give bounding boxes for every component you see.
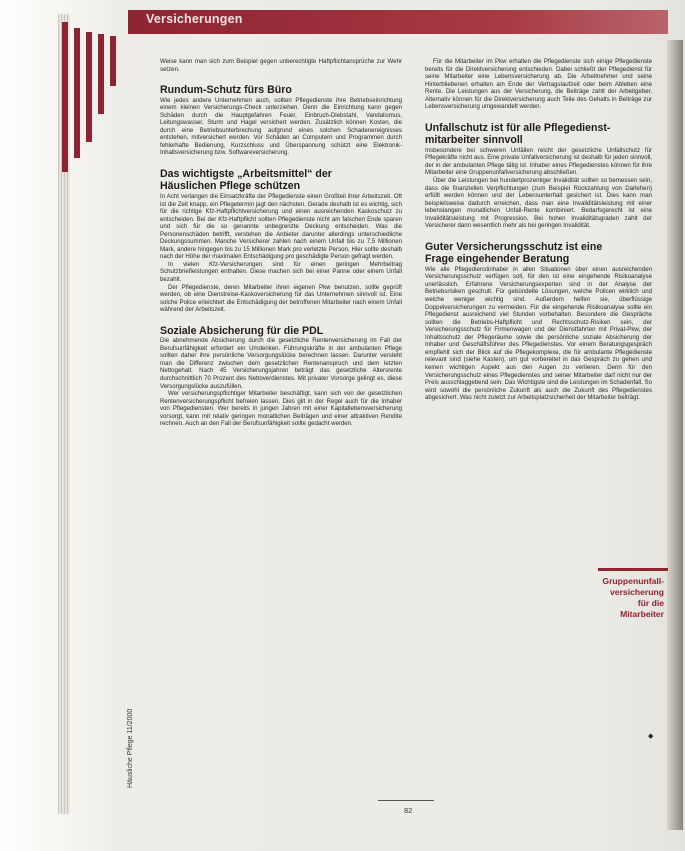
header-title: Versicherungen [146, 12, 243, 26]
section-heading-line: Häuslichen Pflege schützen [160, 180, 301, 193]
section-heading-line: Guter Versicherungsschutz ist eine [425, 240, 603, 253]
sidebar-line: versicherung [610, 587, 664, 597]
body-paragraph: Der Pflegedienste, deren Mitarbeiter ihren eigenen Pkw benutzen, sollte geprüft werden, ob eine Dienstreise-Kaskoversicherung für das Unternehmen sinnvoll ist. Eine solche Police erleichtert die Entschädigung der betroffenen Mitarbeiter nach einem Unfall während der Arbeitszeit. [160, 283, 402, 314]
sidebar-accent-strip [598, 568, 668, 571]
body-paragraph: Wie alle Pflegedienstinhaber in allen Situationen über einen ausreichenden Versicherungsschutz verfügen soll, für den ist eine eingehende Risikoanalyse unerlässlich. Erfahrene Versicherungsexperten sind in der Analyse der Betriebsrisiken geschult. Für gebündelte Lösungen, welche Policen wirklich und welche weniger wichtig sind. Außerdem helfen sie, überflüssige Doppelversicherungen zu vermeiden. Für die eingehende Risikoanalyse sollte ein Pflegedienst ausreichend viel Stunden vorbehalten. Besondere die Gespräche sollten die Betriebs-Haftpflicht und Rechtsschutz-Risiken sein, der Versicherungsschutz für Firmenwagen und der Dienstfahrten mit Privat-Pkw, der Inhaltsschutz der Pflegeräume sowie die persönliche soziale Absicherung der Inhaber und Geschäftsführer des Pflegedienstes. Vor einem Beratungsgespräch empfiehlt sich der Blick auf die Pflegekomplexe, die für ambulante Pflegedienste relevant sind (siehe Kasten), um gut vorbereitet in das Gespräch zu gehen und keinen wichtigen Aspekt aus den Augen zu verlieren. Denn für den Versicherungsschutz eines Pflegedienstes und seiner Mitarbeiter darf nicht nur der Preis ausschlaggebend sein. Das Wichtigste sind die Leistungen im Schadenfall. So wird sowohl die persönliche Zukunft als auch die Zukunft des Pflegedienstes abgesichert. Was nicht zuletzt zur Arbeitsplatzsicherheit der Mitarbeiter beiträgt. [425, 265, 652, 402]
footer-rule [378, 800, 434, 801]
left-column [160, 58, 402, 428]
page-number: 82 [404, 806, 413, 815]
section-tab [86, 32, 92, 142]
body-paragraph: In Acht verlangen die Einsatzkräfte der Pflegedienste einen Großteil ihrer Arbeitszeit. Oft ist die Zeit knapp, ein Pflegetermin jagt den nächsten. Gerade deshalb ist es wichtig, sich für die richtige Kfz-Haftpflichtversicherung und einen ausreichenden Kaskoschutz zu entscheiden. Bei der Kfz-Haftpflicht sollten Pflegedienste nicht am falschen Ende sparen und sich für die so genannte unbegrenzte Deckung entscheiden. Was die Personenschäden betrifft, verstehen die Anbieter darunter allerdings unterschiedliche Deckungssummen. Manche Versicherer zahlen nach einem Unfall bis zu 7,5 Millionen Mark, andere hingegen bis zu 15 Millionen Mark pro verletzte Person. Hier sollte deshalb nach der Höhe der maximalen Entschädigung pro geschädigte Person gefragt werden. [160, 192, 402, 261]
section-heading-line: mitarbeiter sinnvoll [425, 134, 523, 147]
article-end-marker: ◆ [648, 733, 654, 740]
body-paragraph: Wie jedes andere Unternehmen auch, sollten Pflegedienste ihre Betriebseinrichtung einem kleinen Versicherungs-Check unterziehen. Denn die Einrichtung kann gegen Schäden durch die Hauptgefahren Feuer, Einbruch-Diebstahl, Vandalismus, Leitungswasser, Sturm und Hagel versichert werden. Zusätzlich können Kosten, die durch eine Betriebsunterbrechung aufgrund eines solchen Schadenereignisses entstehen, mitversichert werden. Vor Schäden an Computern und Programmen durch fehlerhafte Bedienung, Kurzschluss und Überspannung schützt eine Elektronik-Inhaltsversicherung bzw. Softwareversicherung. [160, 96, 402, 157]
body-paragraph: Insbesondere bei schweren Unfällen reicht der gesetzliche Unfallschutz für Pflegekräfte nicht aus. Eine private Unfallversicherung ist deshalb für jeden sinnvoll, der in der ambulanten Pflege tätig ist. Inhaber eines Pflegedienstes können für ihre Mitarbeiter eine Gruppenunfallversicherung abschließen. [425, 146, 652, 177]
body-paragraph: Die abnehmende Absicherung durch die gesetzliche Rentenversicherung im Fall der Berufsunfähigkeit erfordert ein Umdenken. Führungskräfte in der ambulanten Pflege sollten daher ihre persönliche Versorgungslücke berechnen lassen. Darunter versteht man die Differenz zwischen dem gesetzlichen Rentenanspruch und dem letzten Nettogehalt. Nach 45 Versicherungsjahren beträgt das gesetzliche Altersrente durchschnittlich 70 Prozent des Nettoverdienstes. Mit privater Vorsorge gelingt es, diese Versorgungslücke auszufüllen. [160, 337, 402, 390]
publication-footer: Häusliche Pflege 11/2000 [127, 708, 134, 788]
section-heading-line: Das wichtigste „Arbeitsmittel“ der [160, 167, 332, 180]
section-tab [74, 28, 80, 158]
section-heading: Soziale Absicherung für die PDL [160, 324, 324, 337]
section-tab [62, 22, 68, 172]
section-tab [110, 36, 116, 86]
book-spine-shadow [667, 40, 683, 830]
section-tabs [58, 22, 138, 182]
body-paragraph: Wer versicherungspflichtiger Mitarbeiter beschäftigt, kann sich von der gesetzlichen Rentenversicherungspflicht befreien lassen. Dies gilt in der Regel auch für die Inhaber von Pflegediensten. Wer bereits in jungen Jahren mit einer Kapitallebensversicherung vorsorgt, kann mit relativ geringen monatlichen Beiträgen und einer attraktiven Rendite rechnen. Auch an den Fall der Berufsunfähigkeit sollte gedacht werden. [160, 390, 402, 428]
sidebar-title [598, 576, 664, 620]
body-paragraph: In vielen Kfz-Versicherungen sind für einen geringen Mehrbeitrag Schutzbriefleistungen enthalten. Diese machen sich bei einer Panne oder einem Unfall bezahlt. [160, 260, 402, 283]
section-heading-line: Unfallschutz ist für alle Pflegedienst- [425, 121, 611, 134]
sidebar-callout [598, 568, 668, 628]
section-heading [160, 168, 402, 193]
sidebar-line: Gruppenunfall- [602, 576, 664, 586]
intro-paragraph: Weise kann man sich zum Beispiel gegen unberechtigte Haftpflichtansprüche zur Wehr setzen. [160, 58, 402, 73]
sidebar-line: Mitarbeiter [620, 609, 664, 619]
section-heading-line: Frage eingehender Beratung [425, 253, 570, 266]
right-column [425, 58, 652, 402]
body-paragraph: Für die Mitarbeiter im Pkw erhalten die Pflegedienste sich einige Pflegedienste bereits für die Direktversicherung entschieden. Dabei schließt der Pflegedienst für seine Mitarbeiter eine Lebensversicherung ab. Die Arbeitnehmer und seine Hinterbliebenen erhalten am Ende der Vertragslaufzeit oder beim Ableben eine Rente. Die Leistungen aus der Versicherung, die Beiträge zahlt der Arbeitgeber. Alternativ können für die Direktversicherung auch Teile des Gehalts in Beiträge zur Lebensversicherung umgewandelt werden. [425, 58, 652, 111]
section-heading [425, 122, 652, 147]
section-heading: Rundum-Schutz fürs Büro [160, 84, 292, 97]
sidebar-line: für die [637, 598, 664, 608]
section-tab [98, 34, 104, 114]
body-paragraph: Über die Leistungen bei hundertprozentiger Invalidität sollten so bemessen sein, dass die finanziellen Verpflichtungen (zum Beispiel Rückzahlung von Darlehen) erfüllt werden können und der Lebensunterhalt gesichert ist. Dies kann man beispielsweise dadurch erreichen, dass man eine Invaliditätsleistung mit einer lebenslangen monatlichen Unfall-Rente kombiniert. Bedarfsgerecht ist eine Invaliditätsleistung mit Progression. Bei hohen Invaliditätsgraden zahlt der Versicherer dann wesentlich mehr als bei geringen Invalidität. [425, 177, 652, 230]
section-heading [425, 241, 652, 266]
